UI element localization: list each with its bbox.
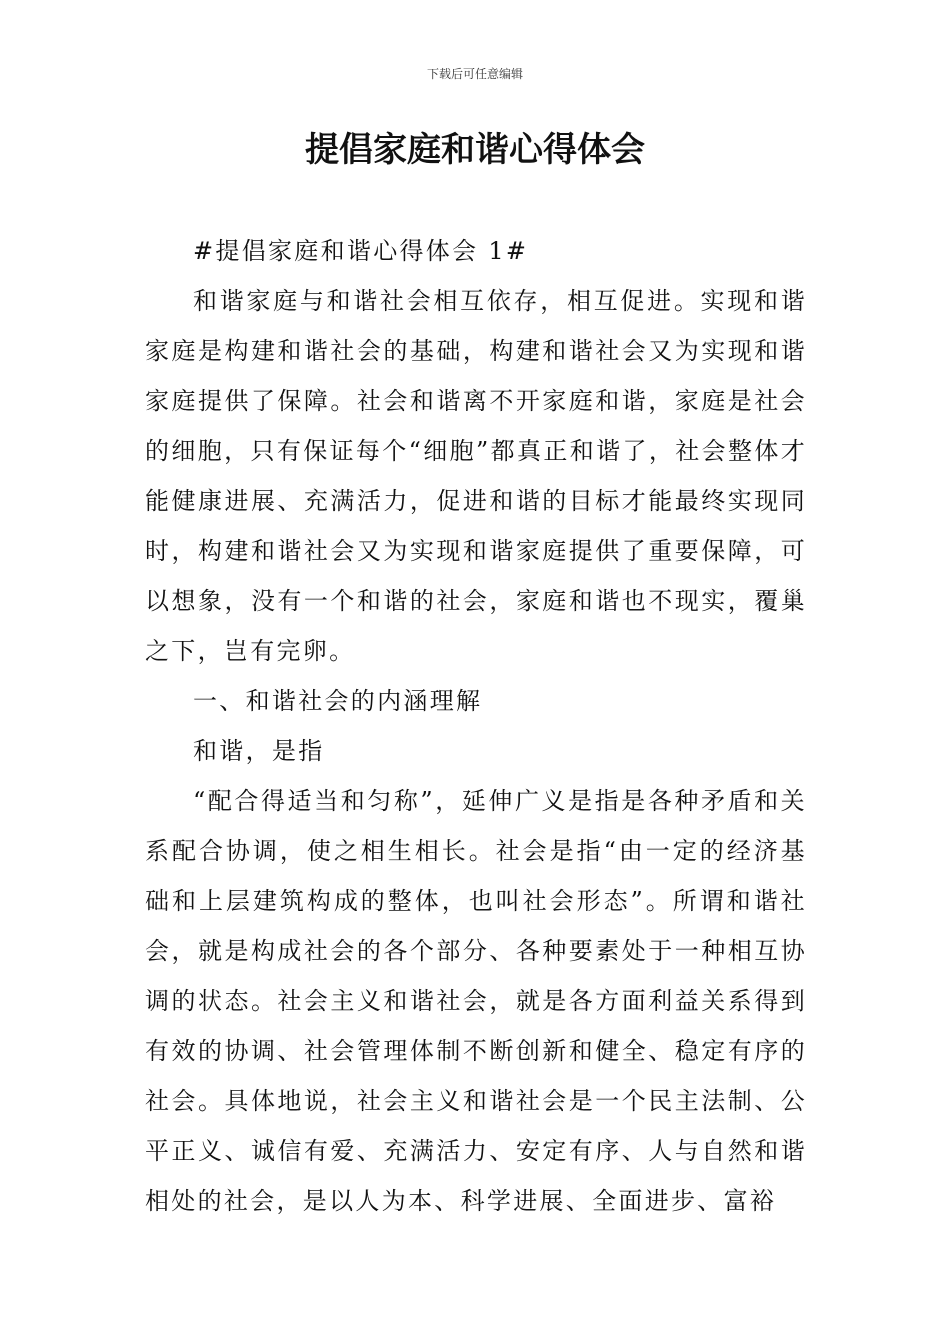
document-title: 提倡家庭和谐心得体会 — [305, 130, 645, 170]
paragraph-harmony-definition: “配合得适当和匀称”，延伸广义是指是各种矛盾和关系配合协调，使之相生相长。社会是指“由一定的经济基础和上层建筑构成的整体，也叫社会形态”。所谓和谐社会，就是构成社会的各个部分、各种要素处于一种相互协调的状态。社会主义和谐社会，就是各方面利益关系得到有效的协调、社会管理体制不断创新和健全、稳定有序的社会。具体地说，社会主义和谐社会是一个民主法制、公平正义、诚信有爱、充满活力、安定有序、人与自然和谐相处的社会，是以人为本、科学进展、全面进步、富裕 — [145, 787, 807, 1215]
header-note: 下载后可任意编辑 — [426, 67, 523, 81]
section-heading-1: #提倡家庭和谐心得体会 1# — [193, 237, 529, 265]
paragraph-harmony-definition-start: 和谐，是指 — [193, 737, 325, 765]
document-body — [145, 226, 807, 1226]
paragraph-intro: 和谐家庭与和谐社会相互依存，相互促进。实现和谐家庭是构建和谐社会的基础，构建和谐社会又为实现和谐家庭提供了保障。社会和谐离不开家庭和谐，家庭是社会的细胞，只有保证每个“细胞”都真正和谐了，社会整体才能健康进展、充满活力，促进和谐的目标才能最终实现同时，构建和谐社会又为实现和谐家庭提供了重要保障，可以想象，没有一个和谐的社会，家庭和谐也不现实，覆巢之下，岂有完卵。 — [145, 287, 807, 665]
section-heading-2: 一、和谐社会的内涵理解 — [193, 687, 483, 715]
